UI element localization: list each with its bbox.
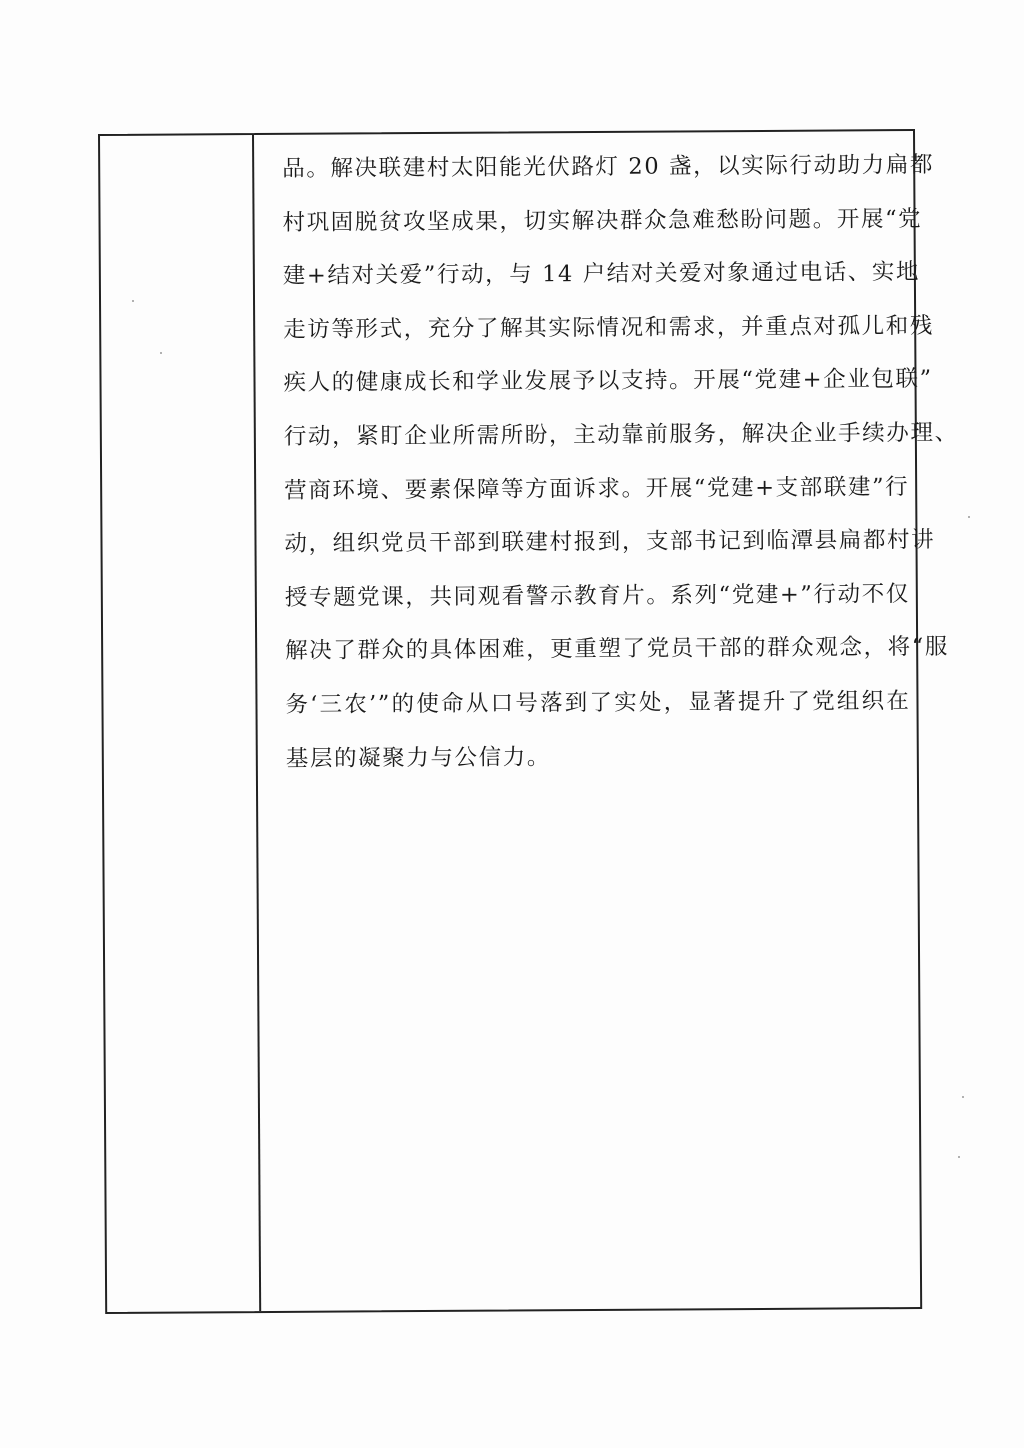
body-text-line: 动，组织党员干部到联建村报到，支部书记到临潭县扁都村讲 <box>284 527 936 558</box>
body-text-line: 建+结对关爱”行动，与 14 户结对关爱对象通过电话、实地 <box>282 259 921 290</box>
scan-speck <box>962 1096 964 1098</box>
body-text-line: 务‘三农’”的使命从口号落到了实处，显著提升了党组织在 <box>285 687 911 718</box>
scan-speck <box>968 516 970 518</box>
scan-speck <box>958 1156 960 1158</box>
body-text-line: 村巩固脱贫攻坚成果，切实解决群众急难愁盼问题。开展“党 <box>282 205 923 236</box>
body-text-line: 授专题党课，共同观看警示教育片。系列“党建+”行动不仅 <box>284 580 910 611</box>
body-text-line: 品。解决联建村太阳能光伏路灯 20 盏，以实际行动助力扁都 <box>282 151 935 182</box>
form-table <box>98 129 959 1314</box>
table-label-cell <box>100 135 261 1312</box>
body-text-line: 基层的凝聚力与公信力。 <box>285 743 552 772</box>
table-content-cell <box>254 131 959 1311</box>
body-text-line: 疾人的健康成长和学业发展予以支持。开展“党建+企业包联” <box>283 366 933 397</box>
body-text-line: 行动，紧盯企业所需所盼，主动靠前服务，解决企业手续办理、 <box>283 419 959 450</box>
body-text-line: 营商环境、要素保障等方面诉求。开展“党建+支部联建”行 <box>284 473 910 504</box>
body-text-line: 解决了群众的具体困难，更重塑了党员干部的群众观念，将“服 <box>285 634 950 665</box>
body-text-line: 走访等形式，充分了解其实际情况和需求，并重点对孤儿和残 <box>283 312 934 343</box>
